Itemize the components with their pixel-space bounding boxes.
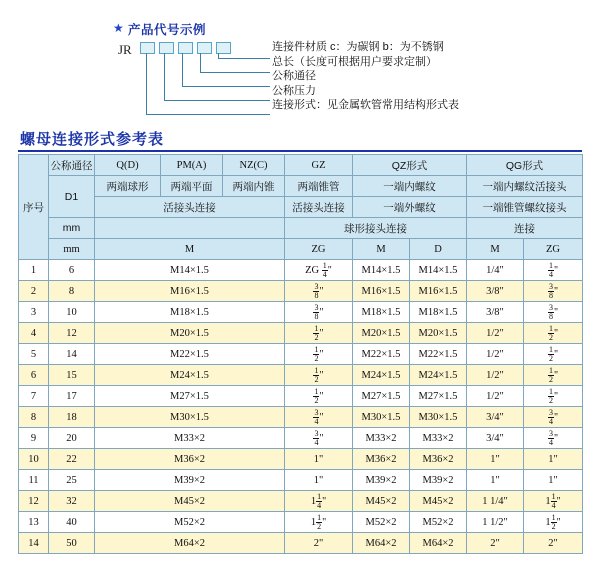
cell-qz-m: M39×2 [353, 470, 410, 491]
cell-qg-zg: $\frac{3}{4}$ " [524, 428, 583, 449]
cell-qg-zg: $\frac{3}{8}$ " [524, 302, 583, 323]
cell-qg-zg: 2" [524, 533, 583, 554]
cell-qz-m: M27×1.5 [353, 386, 410, 407]
table-row [19, 428, 583, 449]
table-row [19, 386, 583, 407]
cell-qz-m: M52×2 [353, 512, 410, 533]
cell-gz: $\frac{3}{4}$ " [285, 428, 353, 449]
table-row [19, 344, 583, 365]
header-unit-dn: mm [49, 239, 95, 260]
header-dn-sub: D1 [49, 176, 95, 218]
leader-line [146, 53, 147, 114]
cell-gz: $\frac{1}{2}$ " [285, 365, 353, 386]
cell-qg-m: 3/4" [467, 407, 524, 428]
cell-seq: 12 [19, 491, 49, 512]
cell-qg-m: 1/4" [467, 260, 524, 281]
header-dn-unit: mm [49, 218, 95, 239]
section-underline [18, 150, 582, 152]
cell-q: M18×1.5 [95, 302, 285, 323]
header-row-3 [19, 197, 583, 218]
cell-q: M64×2 [95, 533, 285, 554]
cell-dn: 50 [49, 533, 95, 554]
cell-qz-d: M14×1.5 [410, 260, 467, 281]
diagram-legend [272, 40, 459, 113]
cell-qz-m: M14×1.5 [353, 260, 410, 281]
cell-qz-d: M24×1.5 [410, 365, 467, 386]
cell-seq: 2 [19, 281, 49, 302]
cell-q: M20×1.5 [95, 323, 285, 344]
cell-qg-m: 1 1/2" [467, 512, 524, 533]
cell-qg-zg: $\frac{1}{2}$ " [524, 344, 583, 365]
cell-qg-m: 1/2" [467, 386, 524, 407]
cell-qz-m: M24×1.5 [353, 365, 410, 386]
header-row3-qg: 一端锥管螺纹接头 [467, 197, 583, 218]
cell-qg-m: 1/2" [467, 323, 524, 344]
code-box [178, 42, 193, 54]
cell-qz-m: M22×1.5 [353, 344, 410, 365]
cell-dn: 14 [49, 344, 95, 365]
cell-q: M52×2 [95, 512, 285, 533]
header-unit-qg-m: M [467, 239, 524, 260]
header-row-5 [19, 239, 583, 260]
code-prefix: JR [118, 42, 132, 57]
cell-qz-m: M36×2 [353, 449, 410, 470]
cell-qz-m: M18×1.5 [353, 302, 410, 323]
cell-qg-m: 2" [467, 533, 524, 554]
cell-seq: 14 [19, 533, 49, 554]
cell-qz-d: M27×1.5 [410, 386, 467, 407]
header-group-code-nz: NZ(C) [223, 155, 285, 176]
cell-qz-d: M16×1.5 [410, 281, 467, 302]
cell-dn: 18 [49, 407, 95, 428]
cell-qg-zg: 1" [524, 449, 583, 470]
cell-qg-zg: 1 $\frac{1}{4}$ " [524, 491, 583, 512]
cell-seq: 1 [19, 260, 49, 281]
cell-dn: 22 [49, 449, 95, 470]
cell-qz-m: M64×2 [353, 533, 410, 554]
cell-qz-d: M22×1.5 [410, 344, 467, 365]
diagram-title: 产品代号示例 [128, 23, 207, 37]
header-unit-qz-m: M [353, 239, 410, 260]
cell-qz-d: M18×1.5 [410, 302, 467, 323]
table-row [19, 281, 583, 302]
header-row3-gz: 活接头连接 [285, 197, 353, 218]
leader-line [200, 72, 270, 73]
cell-seq: 5 [19, 344, 49, 365]
leader-line [182, 86, 270, 87]
legend-item-connection-type: 连接形式：见金属软管常用结构形式表 [272, 99, 459, 111]
cell-qg-m: 1" [467, 449, 524, 470]
header-row-4 [19, 218, 583, 239]
cell-qg-m: 1" [467, 470, 524, 491]
table-row [19, 407, 583, 428]
cell-dn: 15 [49, 365, 95, 386]
table-row [19, 260, 583, 281]
cell-qg-zg: $\frac{1}{4}$ " [524, 260, 583, 281]
table-row [19, 470, 583, 491]
header-group-code-pm: PM(A) [161, 155, 223, 176]
cell-qz-m: M30×1.5 [353, 407, 410, 428]
header-unit-zg: ZG [285, 239, 353, 260]
cell-gz: 1" [285, 470, 353, 491]
leader-line [146, 114, 270, 115]
header-group-code-qg: QG形式 [467, 155, 583, 176]
header-desc-q: 两端球形 [95, 176, 161, 197]
cell-qg-zg: 1 $\frac{1}{2}$ " [524, 512, 583, 533]
star-icon: ★ [113, 21, 124, 35]
table-body [19, 260, 583, 554]
nut-connection-table [18, 154, 583, 554]
cell-dn: 12 [49, 323, 95, 344]
cell-q: M22×1.5 [95, 344, 285, 365]
cell-dn: 6 [49, 260, 95, 281]
header-desc-qz: 一端内螺纹 [353, 176, 467, 197]
leader-line [164, 100, 270, 101]
header-dn-label: 公称通径 [49, 155, 95, 176]
header-row4-qg: 连接 [467, 218, 583, 239]
cell-dn: 17 [49, 386, 95, 407]
section-title: 螺母连接形式参考表 [20, 131, 165, 148]
header-unit-qz-d: D [410, 239, 467, 260]
cell-gz: 2" [285, 533, 353, 554]
leader-line [218, 58, 270, 59]
cell-qz-m: M16×1.5 [353, 281, 410, 302]
cell-qz-d: M20×1.5 [410, 323, 467, 344]
cell-seq: 4 [19, 323, 49, 344]
cell-q: M45×2 [95, 491, 285, 512]
header-seq: 序号 [19, 155, 49, 260]
cell-q: M14×1.5 [95, 260, 285, 281]
leader-line [164, 53, 165, 100]
leader-line [182, 53, 183, 86]
cell-qg-zg: $\frac{3}{8}$ " [524, 281, 583, 302]
cell-seq: 8 [19, 407, 49, 428]
cell-dn: 10 [49, 302, 95, 323]
header-row4-left [95, 218, 285, 239]
header-desc-pm: 两端平面 [161, 176, 223, 197]
legend-item-length: 总长（长度可根据用户要求定制） [272, 55, 437, 68]
leader-line [200, 53, 201, 72]
table-row [19, 323, 583, 344]
cell-gz: 1" [285, 449, 353, 470]
cell-gz: $\frac{1}{2}$ " [285, 344, 353, 365]
table-header [19, 155, 583, 260]
header-desc-qg: 一端内螺纹活接头 [467, 176, 583, 197]
table-row [19, 449, 583, 470]
cell-gz: $\frac{1}{2}$ " [285, 323, 353, 344]
cell-qz-d: M33×2 [410, 428, 467, 449]
code-box [140, 42, 155, 54]
header-row3-qz: 一端外螺纹 [353, 197, 467, 218]
header-group-code-qz: QZ形式 [353, 155, 467, 176]
header-desc-gz: 两端锥管 [285, 176, 353, 197]
cell-gz: $\frac{3}{8}$ " [285, 302, 353, 323]
legend-item-material: 连接件材质 c：为碳钢 b：为不锈钢 [272, 41, 444, 53]
table-row [19, 302, 583, 323]
cell-qz-d: M30×1.5 [410, 407, 467, 428]
cell-qg-m: 3/8" [467, 302, 524, 323]
cell-seq: 9 [19, 428, 49, 449]
cell-qz-d: M64×2 [410, 533, 467, 554]
cell-qg-m: 1/2" [467, 344, 524, 365]
cell-seq: 6 [19, 365, 49, 386]
cell-qg-m: 3/8" [467, 281, 524, 302]
cell-q: M39×2 [95, 470, 285, 491]
code-box [159, 42, 174, 54]
header-row3-left: 活接头连接 [95, 197, 285, 218]
cell-qg-zg: 1" [524, 470, 583, 491]
cell-q: M30×1.5 [95, 407, 285, 428]
cell-qz-m: M20×1.5 [353, 323, 410, 344]
header-group-code-gz: GZ [285, 155, 353, 176]
cell-q: M33×2 [95, 428, 285, 449]
cell-dn: 40 [49, 512, 95, 533]
product-code-diagram [0, 0, 600, 125]
table-row [19, 491, 583, 512]
cell-dn: 20 [49, 428, 95, 449]
cell-q: M24×1.5 [95, 365, 285, 386]
header-unit-qg-zg: ZG [524, 239, 583, 260]
cell-dn: 8 [49, 281, 95, 302]
header-group-code-q: Q(D) [95, 155, 161, 176]
cell-seq: 10 [19, 449, 49, 470]
table-row [19, 365, 583, 386]
legend-item-nominal-pressure: 公称压力 [272, 84, 316, 97]
legend-item-nominal-diameter: 公称通径 [272, 70, 316, 82]
cell-gz: $\frac{3}{8}$ " [285, 281, 353, 302]
cell-qg-zg: $\frac{3}{4}$ " [524, 407, 583, 428]
cell-qg-m: 3/4" [467, 428, 524, 449]
cell-gz: $\frac{3}{4}$ " [285, 407, 353, 428]
header-row4-gz: 球形接头连接 [285, 218, 467, 239]
cell-dn: 32 [49, 491, 95, 512]
header-row-2 [19, 176, 583, 197]
cell-q: M27×1.5 [95, 386, 285, 407]
table-row [19, 512, 583, 533]
cell-seq: 7 [19, 386, 49, 407]
cell-qg-m: 1/2" [467, 365, 524, 386]
header-unit-m: M [95, 239, 285, 260]
cell-gz: ZG $\frac{1}{4}$ " [285, 260, 353, 281]
cell-qz-m: M45×2 [353, 491, 410, 512]
cell-qz-d: M36×2 [410, 449, 467, 470]
table-row [19, 533, 583, 554]
cell-qz-m: M33×2 [353, 428, 410, 449]
cell-qz-d: M52×2 [410, 512, 467, 533]
cell-seq: 11 [19, 470, 49, 491]
cell-qg-zg: $\frac{1}{2}$ " [524, 323, 583, 344]
cell-qz-d: M39×2 [410, 470, 467, 491]
cell-gz: 1 $\frac{1}{2}$ " [285, 512, 353, 533]
cell-q: M16×1.5 [95, 281, 285, 302]
cell-qg-zg: $\frac{1}{2}$ " [524, 365, 583, 386]
cell-qg-zg: $\frac{1}{2}$ " [524, 386, 583, 407]
cell-dn: 25 [49, 470, 95, 491]
cell-qz-d: M45×2 [410, 491, 467, 512]
cell-seq: 13 [19, 512, 49, 533]
cell-seq: 3 [19, 302, 49, 323]
header-desc-nz: 两端内锥 [223, 176, 285, 197]
cell-qg-m: 1 1/4" [467, 491, 524, 512]
header-row-1 [19, 155, 583, 176]
cell-gz: 1 $\frac{1}{4}$ " [285, 491, 353, 512]
code-boxes [140, 42, 235, 54]
cell-gz: $\frac{1}{2}$ " [285, 386, 353, 407]
cell-q: M36×2 [95, 449, 285, 470]
